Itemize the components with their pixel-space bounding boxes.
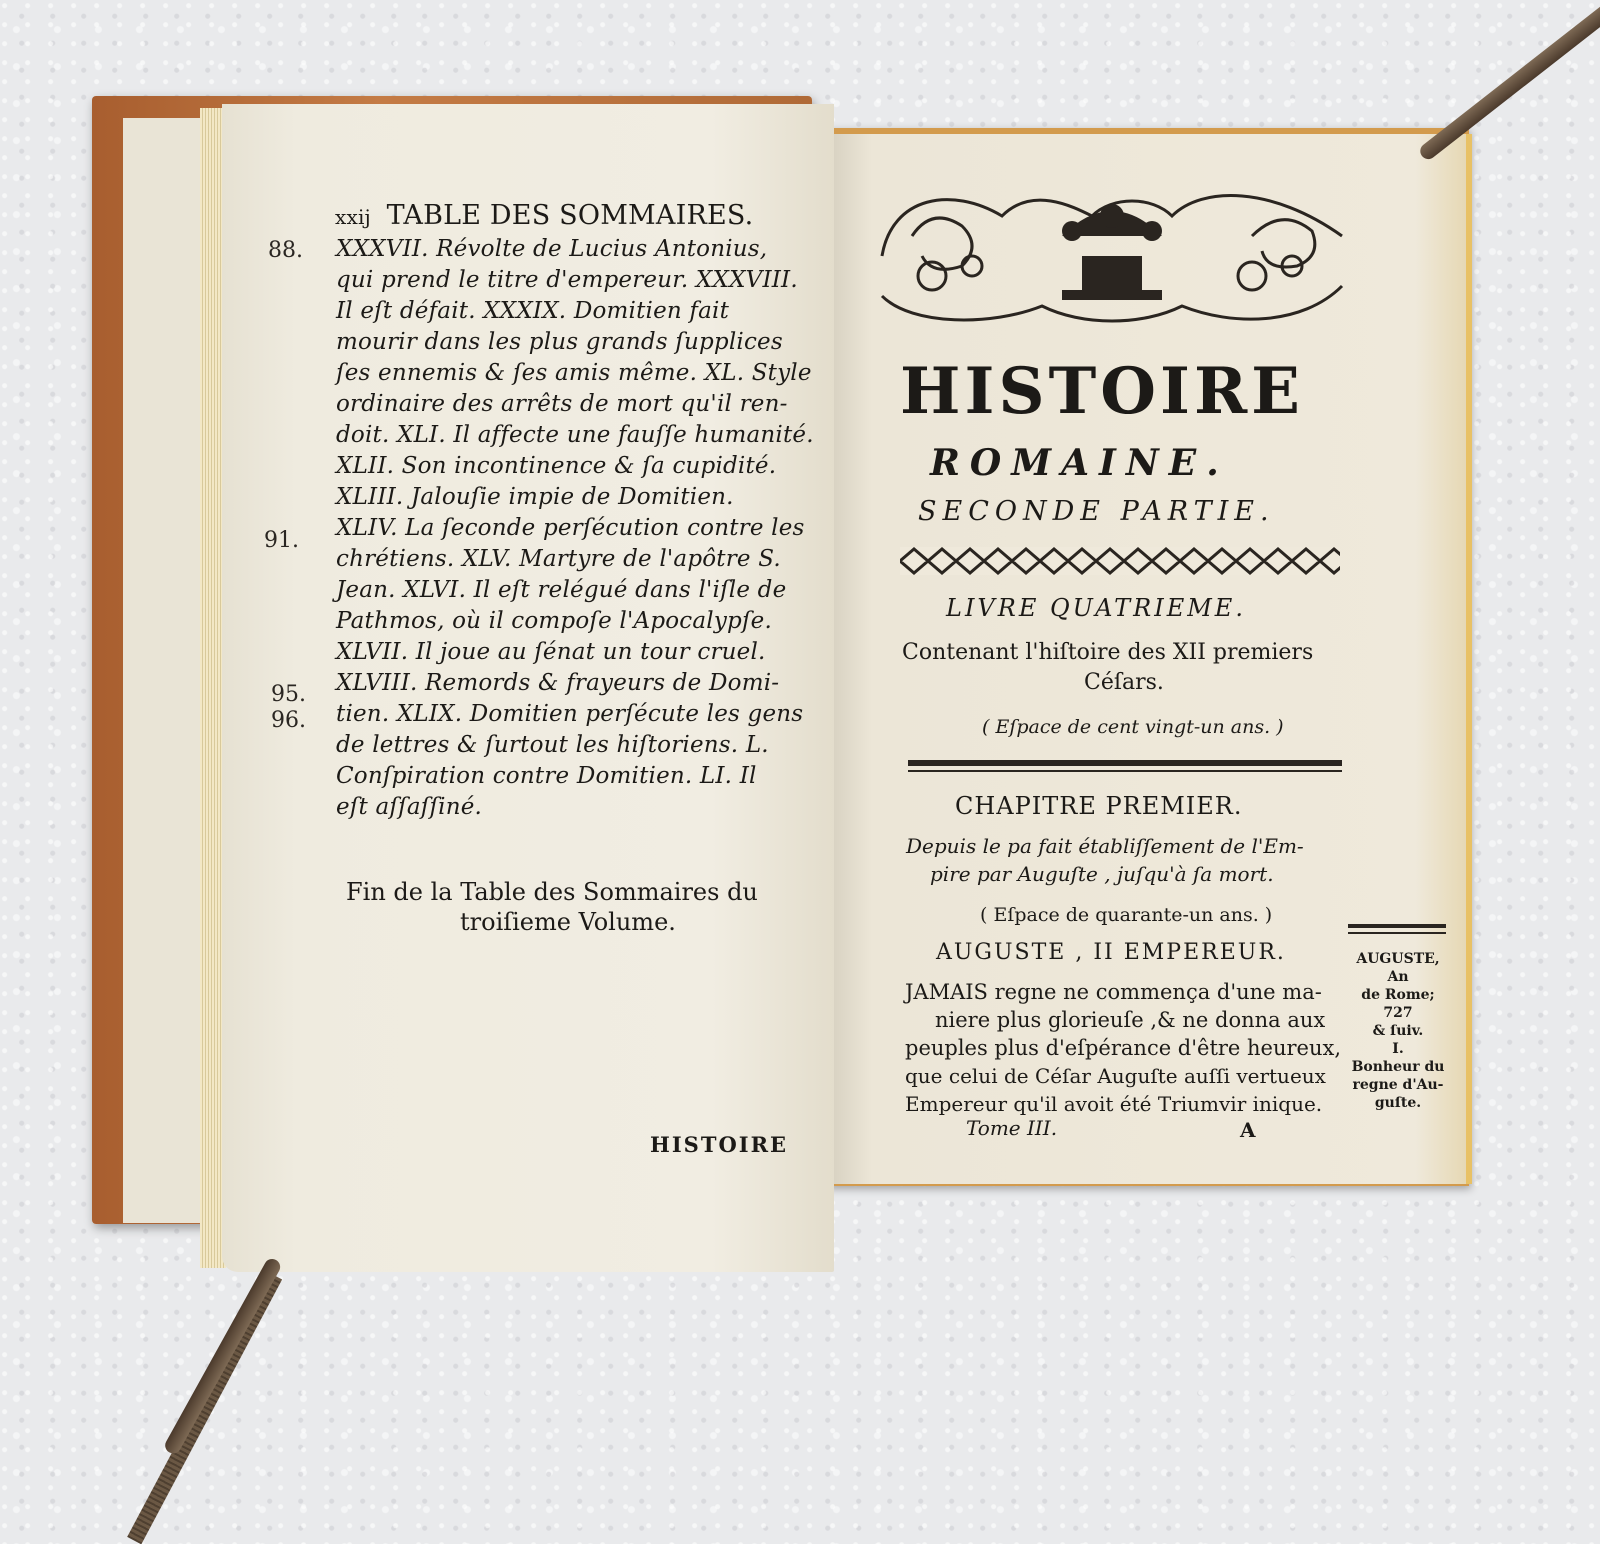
margin-note-line: An: [1387, 969, 1409, 985]
endpaper: [123, 118, 203, 1223]
bookmark-ribbon: [127, 1272, 282, 1544]
margin-note-line: & ſuiv.: [1372, 1023, 1424, 1039]
summary-line: XXXVII. Révolte de Lucius Antonius,: [336, 236, 768, 262]
summary-line: qui prend le titre d'empereur. XXXVIII.: [336, 267, 798, 293]
summary-line: XLVIII. Remords & frayeurs de Domi-: [336, 670, 780, 696]
livre-title: LIVRE QUATRIEME.: [946, 594, 1246, 622]
margin-note-line: regne d'Au-: [1352, 1077, 1444, 1093]
summary-line: Pathmos, où il compoſe l'Apocalypſe.: [336, 608, 772, 634]
margin-note: [1346, 950, 1450, 1112]
summary-line: ordinaire des arrêts de mort qu'il ren-: [336, 391, 788, 417]
margin-number: 96.: [271, 708, 306, 733]
left-page-number: xxij: [335, 205, 371, 229]
rule-thick: [908, 760, 1342, 766]
summary-line: Jean. XLVI. Il eſt relégué dans l'iſle de: [336, 577, 787, 603]
summary-line: chrétiens. XLV. Martyre de l'apôtre S.: [336, 546, 781, 572]
summary-line: eſt aſſaſſiné.: [336, 794, 483, 820]
summary-line: Conſpiration contre Domitien. LI. Il: [336, 763, 757, 789]
chapter-title: CHAPITRE PREMIER.: [955, 792, 1243, 820]
holder-rod-bottom: [162, 1256, 283, 1456]
left-header: [335, 200, 753, 231]
book-subtitle: ROMAINE.: [930, 442, 1229, 484]
margin-rule-thin: [1348, 932, 1446, 934]
fin-line-2: troiſieme Volume.: [460, 908, 676, 936]
contenant-line-2: Céſars.: [1084, 670, 1164, 695]
summary-line: doit. XLI. Il affecte une fauſſe humanité.: [336, 422, 814, 448]
left-running-title: TABLE DES SOMMAIRES.: [386, 200, 754, 231]
margin-note-line: guſte.: [1374, 1095, 1422, 1111]
body-line: niere plus glorieuſe ,& ne donna aux: [935, 1008, 1326, 1032]
auguste-heading: AUGUSTE , II EMPEREUR.: [936, 940, 1286, 965]
espace-note-2: ( Eſpace de quarante-un ans. ): [980, 904, 1273, 926]
summary-line: XLVII. Il joue au ſénat un tour cruel.: [336, 639, 766, 665]
summary-line: mourir dans les plus grands ſupplices: [336, 329, 783, 355]
margin-number: 91.: [264, 528, 299, 553]
summary-line: XLIV. La ſeconde perſécution contre les: [336, 515, 805, 541]
contenant-line-1: Contenant l'hiſtoire des XII premiers: [902, 640, 1314, 665]
margin-rule: [1348, 924, 1446, 928]
summary-line: Il eſt défait. XXXIX. Domitien fait: [336, 298, 730, 324]
depuis-line-2: pire par Auguſte , juſqu'à ſa mort.: [930, 862, 1274, 886]
margin-number: 88.: [268, 238, 303, 263]
summary-line: ſes ennemis & ſes amis même. XL. Style: [336, 360, 812, 386]
body-line: que celui de Céſar Auguſte auſſi vertueux: [905, 1064, 1326, 1088]
body-line: Empereur qu'il avoit été Triumvir inique.: [905, 1092, 1323, 1116]
summary-line: XLIII. Jalouſie impie de Domitien.: [336, 484, 734, 510]
espace-note-1: ( Eſpace de cent vingt-un ans. ): [982, 716, 1284, 738]
signature-tome: Tome III.: [966, 1116, 1058, 1140]
fin-line-1: Fin de la Table des Sommaires du: [346, 878, 758, 906]
body-line: JAMAIS regne ne commença d'une ma-: [905, 980, 1322, 1004]
summary-line: tien. XLIX. Domitien perſécute les gens: [336, 701, 804, 727]
margin-note-line: 727: [1383, 1005, 1413, 1021]
margin-note-line: de Rome;: [1361, 987, 1435, 1003]
catchword: HISTOIRE: [650, 1132, 789, 1157]
margin-note-line: AUGUSTE,: [1356, 951, 1440, 967]
rule-thin: [908, 770, 1342, 772]
ornament-headpiece: [872, 176, 1352, 336]
signature-mark: A: [1240, 1118, 1256, 1142]
book-title: HISTOIRE: [900, 354, 1304, 429]
summary-line: XLII. Son incontinence & ſa cupidité.: [336, 453, 777, 479]
depuis-line-1: Depuis le pa fait établiſſement de l'Em-: [906, 834, 1304, 858]
margin-note-line: I.: [1392, 1041, 1404, 1057]
body-line: peuples plus d'eſpérance d'être heureux,: [905, 1036, 1342, 1060]
margin-note-line: Bonheur du: [1351, 1059, 1445, 1075]
summary-line: de lettres & ſurtout les hiſtoriens. L.: [336, 732, 769, 758]
ornament-band: [900, 547, 1340, 575]
part-title: SECONDE PARTIE.: [918, 496, 1275, 527]
holder-rod-top: [1417, 2, 1600, 162]
margin-number: 95.: [271, 682, 306, 707]
